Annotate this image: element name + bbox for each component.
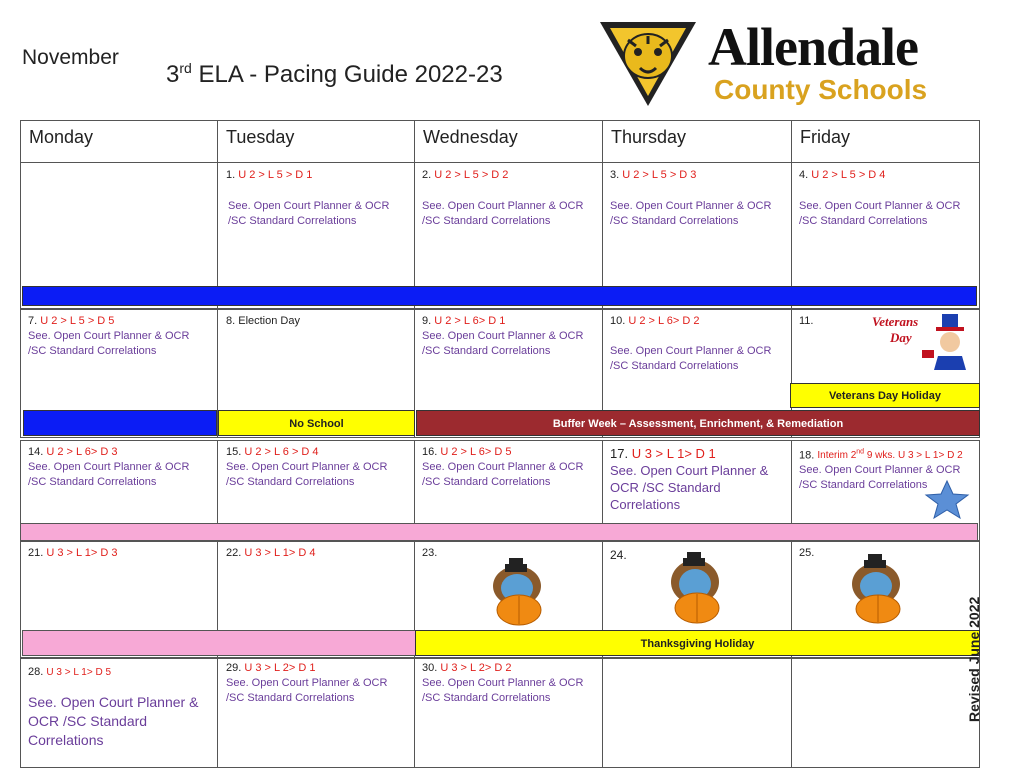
day-cell-25: 25. [791, 541, 980, 658]
title-text: ELA - Pacing Guide 2022-23 [191, 61, 503, 88]
day-cell-18: 18. Interim 2nd 9 wks. U 3 > L 1> D 2 See. Open Court Planner & OCR /SC Standard Correlations [791, 440, 980, 541]
page-title [166, 60, 503, 89]
day-cell-3: 3. U 2 > L 5 > D 3 See. Open Court Planner & OCR /SC Standard Correlations [602, 162, 792, 309]
day-cell-17: 17. U 3 > L 1> D 1 See. Open Court Planner & OCR /SC Standard Correlations [602, 440, 792, 541]
header-friday: Friday [791, 120, 980, 163]
day-cell-empty [791, 658, 980, 768]
day-cell-4: 4. U 2 > L 5 > D 4 See. Open Court Planner & OCR /SC Standard Correlations [791, 162, 980, 309]
tiger-logo-icon [598, 16, 698, 108]
turkey-pumpkin-icon [485, 558, 555, 626]
buffer-week-band: Buffer Week – Assessment, Enrichment, & Remediation [416, 410, 980, 436]
veterans-day-holiday-band: Veterans Day Holiday [790, 383, 980, 408]
header-wednesday: Wednesday [414, 120, 603, 163]
day-cell-10: 10. U 2 > L 6> D 2 See. Open Court Planner & OCR /SC Standard Correlations [602, 309, 792, 438]
day-cell-7: 7. U 2 > L 5 > D 5 See. Open Court Planner & OCR /SC Standard Correlations [20, 309, 218, 438]
day-cell-empty [602, 658, 792, 768]
revised-note: Revised June 2022 [966, 596, 982, 722]
day-cell-21: 21. U 3 > L 1> D 3 [20, 541, 218, 658]
day-cell-11: 11. Veterans Day [791, 309, 980, 438]
day-cell-9: 9. U 2 > L 6> D 1 See. Open Court Planner & OCR /SC Standard Correlations [414, 309, 603, 438]
day-cell-23: 23. [414, 541, 603, 658]
day-cell-24: 24. [602, 541, 792, 658]
veterans-day-art-icon [870, 312, 976, 372]
header-tuesday: Tuesday [217, 120, 415, 163]
week-band-blue [22, 286, 977, 306]
day-cell-1: 1. U 2 > L 5 > D 1 See. Open Court Planner & OCR /SC Standard Correlations [217, 162, 415, 309]
svg-text:Day: Day [890, 330, 912, 345]
title-sup: rd [179, 60, 192, 76]
header-thursday: Thursday [602, 120, 792, 163]
svg-text:Veterans: Veterans [872, 314, 919, 329]
day-cell-2: 2. U 2 > L 5 > D 2 See. Open Court Planner & OCR /SC Standard Correlations [414, 162, 603, 309]
day-cell-28: 28. U 3 > L 1> D 5 See. Open Court Planner & OCR /SC Standard Correlations [20, 658, 218, 768]
day-cell-14: 14. U 2 > L 6> D 3 See. Open Court Planner & OCR /SC Standard Correlations [20, 440, 218, 541]
day-cell-16: 16. U 2 > L 6> D 5 See. Open Court Planner & OCR /SC Standard Correlations [414, 440, 603, 541]
week-band-pink [20, 523, 978, 541]
month-label: November [22, 46, 119, 69]
week-band-blue-2 [23, 410, 217, 436]
thanksgiving-holiday-band: Thanksgiving Holiday [415, 630, 980, 656]
day-cell-8: 8. Election Day [217, 309, 415, 438]
day-cell-15: 15. U 2 > L 6 > D 4 See. Open Court Planner & OCR /SC Standard Correlations [217, 440, 415, 541]
star-icon [922, 479, 972, 519]
logo-text-county: County Schools [714, 74, 928, 105]
day-cell-29: 29. U 3 > L 2> D 1 See. Open Court Planner & OCR /SC Standard Correlations [217, 658, 415, 768]
turkey-pumpkin-icon [844, 554, 914, 624]
no-school-band: No School [218, 410, 415, 436]
week-band-pink-2 [22, 630, 416, 656]
title-grade: 3 [166, 61, 180, 88]
turkey-pumpkin-icon [663, 552, 733, 624]
day-cell-30: 30. U 3 > L 2> D 2 See. Open Court Planner & OCR /SC Standard Correlations [414, 658, 603, 768]
school-logo [598, 16, 958, 108]
header-monday: Monday [20, 120, 218, 163]
logo-text-allendale: Allendale [708, 17, 919, 77]
day-cell-22: 22. U 3 > L 1> D 4 [217, 541, 415, 658]
